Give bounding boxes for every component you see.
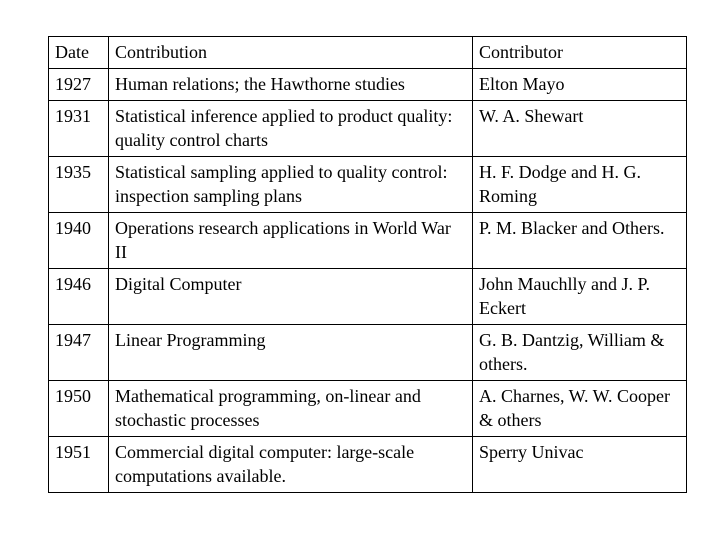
cell-contributor: Sperry Univac — [473, 437, 687, 493]
cell-date: 1951 — [49, 437, 109, 493]
header-date: Date — [49, 37, 109, 69]
cell-contributor: Elton Mayo — [473, 69, 687, 101]
table-row — [49, 213, 687, 269]
cell-contributor: John Mauchlly and J. P. Eckert — [473, 269, 687, 325]
cell-contribution: Mathematical programming, on-linear and stochastic processes — [109, 381, 473, 437]
cell-contributor: W. A. Shewart — [473, 101, 687, 157]
cell-date: 1950 — [49, 381, 109, 437]
cell-contribution: Operations research applications in World War II — [109, 213, 473, 269]
cell-contributor: A. Charnes, W. W. Cooper & others — [473, 381, 687, 437]
cell-date: 1931 — [49, 101, 109, 157]
table-row — [49, 101, 687, 157]
header-contributor: Contributor — [473, 37, 687, 69]
table-row — [49, 157, 687, 213]
cell-date: 1940 — [49, 213, 109, 269]
cell-date: 1946 — [49, 269, 109, 325]
table-row — [49, 381, 687, 437]
cell-contributor: H. F. Dodge and H. G. Roming — [473, 157, 687, 213]
cell-date: 1947 — [49, 325, 109, 381]
cell-date: 1927 — [49, 69, 109, 101]
table-row — [49, 437, 687, 493]
table-row — [49, 269, 687, 325]
history-table — [48, 36, 687, 493]
cell-contribution: Digital Computer — [109, 269, 473, 325]
cell-contribution: Human relations; the Hawthorne studies — [109, 69, 473, 101]
table-row — [49, 325, 687, 381]
cell-date: 1935 — [49, 157, 109, 213]
cell-contributor: P. M. Blacker and Others. — [473, 213, 687, 269]
header-row — [49, 37, 687, 69]
header-contribution: Contribution — [109, 37, 473, 69]
cell-contribution: Commercial digital computer: large-scale computations available. — [109, 437, 473, 493]
cell-contribution: Statistical inference applied to product quality: quality control charts — [109, 101, 473, 157]
table-row — [49, 69, 687, 101]
cell-contribution: Linear Programming — [109, 325, 473, 381]
cell-contribution: Statistical sampling applied to quality control: inspection sampling plans — [109, 157, 473, 213]
cell-contributor: G. B. Dantzig, William & others. — [473, 325, 687, 381]
